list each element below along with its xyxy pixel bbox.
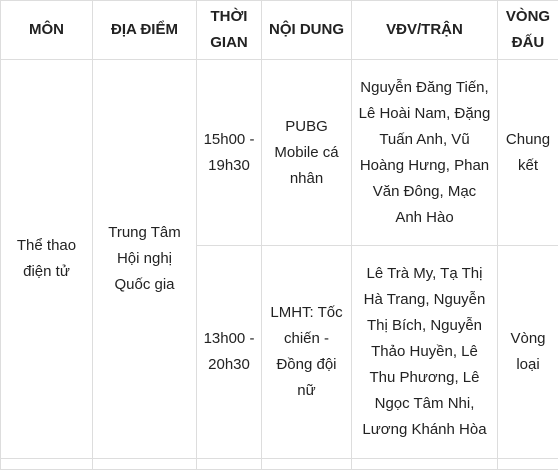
header-row [1,1,558,60]
cell-noi-dung: PUBG Mobile cá nhân [262,60,352,246]
cell-noi-dung: LMHT: Tốc chiến - Đồng đội nữ [262,246,352,459]
cell-thoi-gian: 13h00 - 20h30 [197,246,262,459]
cell-vdv-tran: Nguyễn Đăng Tiến, Lê Hoài Nam, Đặng Tuấn Anh, Vũ Hoàng Hưng, Phan Văn Đông, Mạc Anh Hào [352,60,498,246]
cell-thoi-gian: 15h00 - 19h30 [197,60,262,246]
header-noi-dung: NỘI DUNG [262,1,352,60]
table-row [1,60,558,246]
cell-dia-diem: Trung Tâm Hội nghị Quốc gia [93,60,197,459]
cell-vong-dau: Vòng loại [498,246,558,459]
header-dia-diem: ĐỊA ĐIỂM [93,1,197,60]
header-vdv-tran: VĐV/TRẬN [352,1,498,60]
header-vong-dau: VÒNG ĐẤU [498,1,558,60]
header-thoi-gian: THỜI GIAN [197,1,262,60]
cell-vong-dau: Chung kết [498,60,558,246]
cell-vdv-tran: Lê Trà My, Tạ Thị Hà Trang, Nguyễn Thị Bích, Nguyễn Thảo Huyền, Lê Thu Phương, Lê Ngọc Tâm Nhi, Lương Khánh Hòa [352,246,498,459]
cell-mon: Thể thao điện tử [1,60,93,459]
header-mon: MÔN [1,1,93,60]
